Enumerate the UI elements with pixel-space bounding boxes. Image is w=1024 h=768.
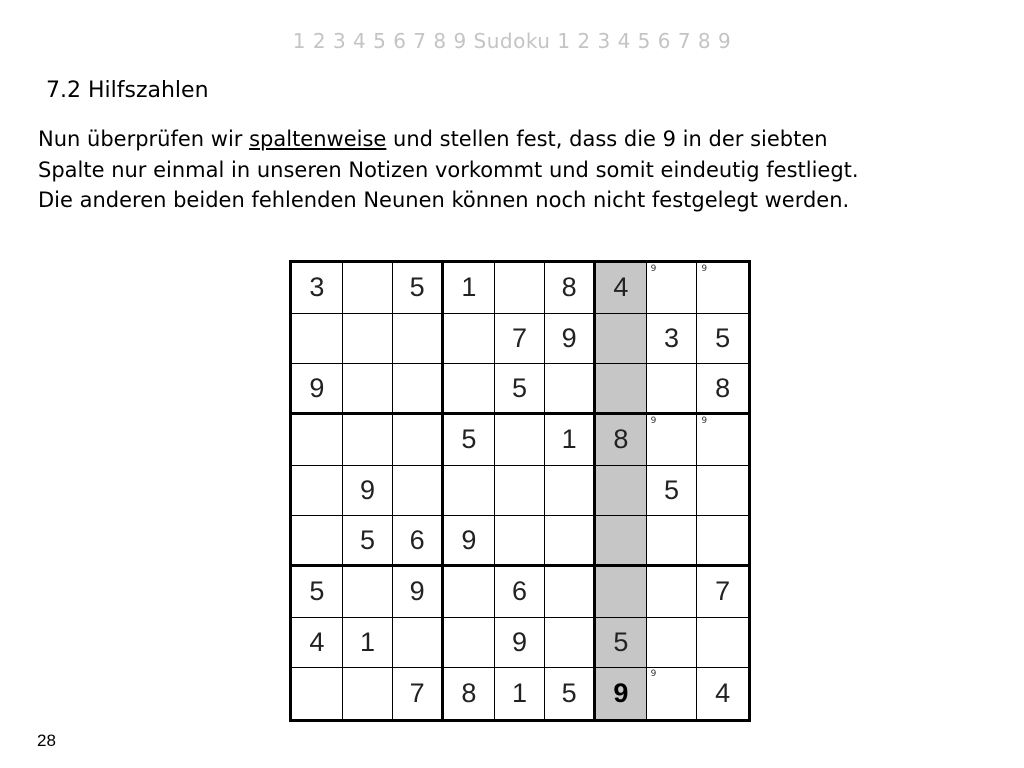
cell-digit: 8 bbox=[715, 372, 731, 403]
sudoku-cell-r2c1 bbox=[292, 314, 343, 365]
sudoku-cell-r9c2 bbox=[343, 668, 394, 719]
cell-digit: 4 bbox=[613, 272, 629, 303]
sudoku-cell-r5c6 bbox=[545, 466, 596, 517]
sudoku-cell-r3c3 bbox=[393, 364, 444, 415]
sudoku-cell-r4c1 bbox=[292, 415, 343, 466]
cell-digit: 9 bbox=[511, 626, 527, 657]
sudoku-cell-r8c8 bbox=[647, 618, 698, 669]
sudoku-cell-r6c5 bbox=[495, 516, 546, 567]
sudoku-cell-r8c7 bbox=[596, 618, 647, 669]
sudoku-cell-r7c9 bbox=[697, 567, 748, 618]
sudoku-cell-r8c6 bbox=[545, 618, 596, 669]
cell-digit: 3 bbox=[309, 272, 325, 303]
sudoku-cell-r7c8 bbox=[647, 567, 698, 618]
cell-note: 9 bbox=[701, 264, 708, 274]
cell-digit: 9 bbox=[359, 474, 375, 505]
cell-digit: 5 bbox=[309, 576, 325, 607]
sudoku-cell-r8c2 bbox=[343, 618, 394, 669]
cell-note: 9 bbox=[701, 416, 708, 426]
sudoku-cell-r3c9 bbox=[697, 364, 748, 415]
sudoku-cell-r2c8 bbox=[647, 314, 698, 365]
sudoku-cell-r4c9 bbox=[697, 415, 748, 466]
cell-digit: 9 bbox=[561, 322, 577, 353]
sudoku-cell-r3c1 bbox=[292, 364, 343, 415]
cell-digit: 5 bbox=[409, 272, 425, 303]
sudoku-cell-r4c4 bbox=[444, 415, 495, 466]
cell-note: 9 bbox=[650, 669, 657, 680]
cell-digit: 9 bbox=[309, 372, 325, 403]
slide-header: 1 2 3 4 5 6 7 8 9 Sudoku 1 2 3 4 5 6 7 8 9 bbox=[292, 29, 732, 53]
cell-digit: 5 bbox=[359, 524, 375, 555]
sudoku-cell-r2c4 bbox=[444, 314, 495, 365]
sudoku-cell-r1c4 bbox=[444, 263, 495, 314]
sudoku-cell-r5c8 bbox=[647, 466, 698, 517]
sudoku-cell-r5c1 bbox=[292, 466, 343, 517]
cell-digit: 7 bbox=[409, 678, 425, 709]
sudoku-cell-r9c4 bbox=[444, 668, 495, 719]
sudoku-cell-r9c8 bbox=[647, 668, 698, 719]
sudoku-cell-r8c1 bbox=[292, 618, 343, 669]
sudoku-cell-r9c3 bbox=[393, 668, 444, 719]
sudoku-cell-r2c9 bbox=[697, 314, 748, 365]
sudoku-cell-r6c3 bbox=[393, 516, 444, 567]
cell-digit: 5 bbox=[511, 372, 527, 403]
cell-digit: 8 bbox=[613, 424, 629, 455]
sudoku-cell-r2c3 bbox=[393, 314, 444, 365]
cell-digit: 5 bbox=[561, 678, 577, 709]
sudoku-cell-r7c3 bbox=[393, 567, 444, 618]
sudoku-cell-r3c7 bbox=[596, 364, 647, 415]
cell-digit: 3 bbox=[663, 322, 679, 353]
sudoku-cell-r6c7 bbox=[596, 516, 647, 567]
page-number: 28 bbox=[37, 731, 56, 750]
explanation-paragraph bbox=[38, 124, 868, 216]
sudoku-cell-r2c7 bbox=[596, 314, 647, 365]
sudoku-cell-r1c6 bbox=[545, 263, 596, 314]
sudoku-cell-r7c5 bbox=[495, 567, 546, 618]
sudoku-cell-r6c4 bbox=[444, 516, 495, 567]
sudoku-cell-r1c1 bbox=[292, 263, 343, 314]
sudoku-cell-r9c9 bbox=[697, 668, 748, 719]
sudoku-cell-r7c4 bbox=[444, 567, 495, 618]
sudoku-cell-r7c1 bbox=[292, 567, 343, 618]
sudoku-cell-r9c7 bbox=[596, 668, 647, 719]
sudoku-cell-r8c9 bbox=[697, 618, 748, 669]
sudoku-cell-r6c6 bbox=[545, 516, 596, 567]
sudoku-cell-r4c3 bbox=[393, 415, 444, 466]
cell-digit: 1 bbox=[511, 678, 527, 709]
cell-digit: 8 bbox=[561, 272, 577, 303]
cell-note: 9 bbox=[650, 264, 657, 274]
sudoku-cell-r4c7 bbox=[596, 415, 647, 466]
cell-digit: 7 bbox=[715, 576, 731, 607]
sudoku-cell-r6c8 bbox=[647, 516, 698, 567]
cell-digit: 1 bbox=[359, 626, 375, 657]
sudoku-cell-r1c9 bbox=[697, 263, 748, 314]
cell-digit: 8 bbox=[461, 678, 477, 709]
sudoku-cell-r5c7 bbox=[596, 466, 647, 517]
sudoku-cell-r3c2 bbox=[343, 364, 394, 415]
sudoku-cell-r4c8 bbox=[647, 415, 698, 466]
sudoku-cell-r8c3 bbox=[393, 618, 444, 669]
cell-note: 9 bbox=[650, 416, 657, 426]
sudoku-cell-r2c5 bbox=[495, 314, 546, 365]
sudoku-cell-r4c6 bbox=[545, 415, 596, 466]
sudoku-cell-r8c4 bbox=[444, 618, 495, 669]
sudoku-cell-r4c5 bbox=[495, 415, 546, 466]
sudoku-cell-r2c2 bbox=[343, 314, 394, 365]
sudoku-cell-r5c9 bbox=[697, 466, 748, 517]
sudoku-cell-r3c4 bbox=[444, 364, 495, 415]
sudoku-cell-r3c5 bbox=[495, 364, 546, 415]
sudoku-cell-r6c2 bbox=[343, 516, 394, 567]
sudoku-cell-r9c6 bbox=[545, 668, 596, 719]
sudoku-cell-r5c5 bbox=[495, 466, 546, 517]
sudoku-cell-r7c7 bbox=[596, 567, 647, 618]
sudoku-cell-r1c2 bbox=[343, 263, 394, 314]
sudoku-cell-r2c6 bbox=[545, 314, 596, 365]
sudoku-cell-r5c2 bbox=[343, 466, 394, 517]
cell-digit: 6 bbox=[511, 576, 527, 607]
sudoku-cell-r3c8 bbox=[647, 364, 698, 415]
sudoku-cell-r8c5 bbox=[495, 618, 546, 669]
sudoku-grid bbox=[289, 260, 751, 722]
cell-digit: 1 bbox=[461, 272, 477, 303]
cell-digit: 9 bbox=[461, 524, 477, 555]
sudoku-cell-r9c5 bbox=[495, 668, 546, 719]
cell-digit: 5 bbox=[715, 322, 731, 353]
sudoku-cell-r6c9 bbox=[697, 516, 748, 567]
cell-digit: 9 bbox=[409, 576, 425, 607]
paragraph-text-end: und stellen fest, dass die 9 in der siebten Spalte nur einmal in unseren Notizen vorkommt und somit eindeutig festliegt. Die anderen beiden fehlenden Neunen können noch nicht festgelegt werden. bbox=[38, 127, 859, 212]
cell-digit: 4 bbox=[715, 678, 731, 709]
sudoku-cell-r3c6 bbox=[545, 364, 596, 415]
sudoku-cell-r4c2 bbox=[343, 415, 394, 466]
cell-digit: 4 bbox=[309, 626, 325, 657]
sudoku-cell-r5c3 bbox=[393, 466, 444, 517]
sudoku-cell-r1c5 bbox=[495, 263, 546, 314]
cell-digit: 9 bbox=[613, 678, 629, 709]
section-title: 7.2 Hilfszahlen bbox=[46, 78, 209, 103]
cell-digit: 6 bbox=[409, 524, 425, 555]
sudoku-cell-r6c1 bbox=[292, 516, 343, 567]
sudoku-cell-r9c1 bbox=[292, 668, 343, 719]
cell-digit: 5 bbox=[461, 424, 477, 455]
sudoku-cell-r1c3 bbox=[393, 263, 444, 314]
cell-digit: 5 bbox=[663, 474, 679, 505]
cell-digit: 7 bbox=[511, 322, 527, 353]
sudoku-cell-r7c6 bbox=[545, 567, 596, 618]
sudoku-cell-r7c2 bbox=[343, 567, 394, 618]
sudoku-cell-r1c8 bbox=[647, 263, 698, 314]
paragraph-underlined-word: spaltenweise bbox=[249, 127, 387, 151]
sudoku-cell-r1c7 bbox=[596, 263, 647, 314]
cell-digit: 1 bbox=[561, 424, 577, 455]
paragraph-text-start: Nun überprüfen wir bbox=[38, 127, 250, 151]
sudoku-cell-r5c4 bbox=[444, 466, 495, 517]
cell-digit: 5 bbox=[613, 626, 629, 657]
